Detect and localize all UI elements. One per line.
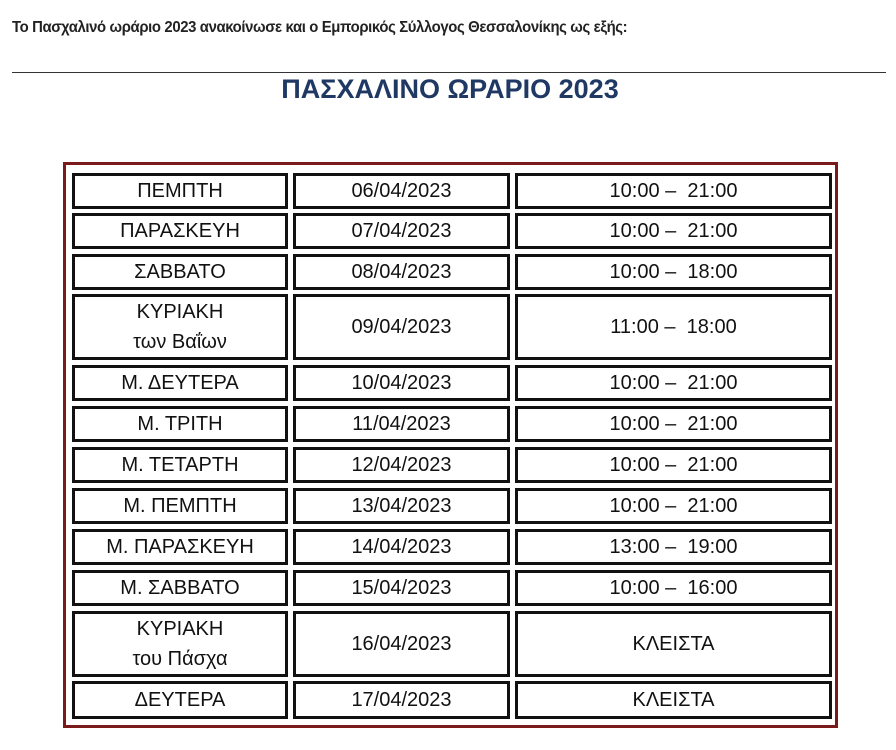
hours-cell (515, 681, 832, 719)
date-value: 11/04/2023 (352, 413, 451, 435)
day-label: Μ. ΠΑΡΑΣΚΕΥΗ (106, 536, 254, 558)
intro-text: Το Πασχαλινό ωράριο 2023 ανακοίνωσε και ο Εμπορικός Σύλλογος Θεσσαλονίκης ως εξής: (12, 19, 628, 36)
hours-value: 10:00 – 21:00 (609, 220, 738, 242)
date-value: 15/04/2023 (351, 577, 452, 599)
date-cell (293, 488, 510, 524)
day-cell (72, 488, 288, 524)
table-row (72, 447, 832, 483)
date-cell (293, 681, 510, 719)
hours-cell (515, 365, 832, 401)
date-cell (293, 365, 510, 401)
day-label: Μ. ΣΑΒΒΑΤΟ (120, 577, 240, 599)
day-label: ΣΑΒΒΑΤΟ (134, 261, 226, 283)
date-cell (293, 294, 510, 360)
hours-cell (515, 488, 832, 524)
day-label: Μ. ΔΕΥΤΕΡΑ (121, 372, 239, 394)
hours-value: 10:00 – 21:00 (609, 495, 738, 517)
day-cell (72, 173, 288, 209)
day-label: ΠΑΡΑΣΚΕΥΗ (120, 220, 240, 242)
day-cell (72, 681, 288, 719)
day-cell (72, 529, 288, 565)
hours-value: 10:00 – 18:00 (609, 261, 738, 283)
day-label: Μ. ΤΡΙΤΗ (137, 413, 223, 435)
hours-cell (515, 294, 832, 360)
table-row (72, 488, 832, 524)
table-row (72, 365, 832, 401)
date-cell (293, 406, 510, 442)
day-sublabel: του Πάσχα (132, 648, 228, 670)
day-sublabel: των Βαΐων (133, 331, 227, 353)
date-value: 06/04/2023 (351, 180, 452, 202)
hours-cell (515, 570, 832, 606)
hours-cell (515, 213, 832, 249)
hours-value: 10:00 – 21:00 (609, 454, 738, 476)
date-cell (293, 447, 510, 483)
date-value: 14/04/2023 (351, 536, 452, 558)
divider (12, 72, 886, 73)
day-label: Μ. ΤΕΤΑΡΤΗ (121, 454, 239, 476)
date-cell (293, 254, 510, 290)
hours-value: 13:00 – 19:00 (609, 536, 738, 558)
day-cell (72, 406, 288, 442)
day-label: Μ. ΠΕΜΠΤΗ (123, 495, 237, 517)
hours-value: ΚΛΕΙΣΤΑ (632, 633, 715, 655)
date-value: 12/04/2023 (351, 454, 452, 476)
day-cell (72, 365, 288, 401)
hours-cell (515, 447, 832, 483)
day-cell (72, 254, 288, 290)
table-row (72, 529, 832, 565)
date-cell (293, 213, 510, 249)
date-cell (293, 173, 510, 209)
hours-value: 10:00 – 16:00 (609, 577, 738, 599)
hours-value: 10:00 – 21:00 (609, 372, 738, 394)
table-row (72, 294, 832, 360)
date-value: 08/04/2023 (351, 261, 452, 283)
day-cell (72, 611, 288, 677)
date-value: 07/04/2023 (351, 220, 452, 242)
table-row (72, 254, 832, 290)
hours-cell (515, 406, 832, 442)
table-row (72, 406, 832, 442)
day-label: ΔΕΥΤΕΡΑ (134, 689, 226, 711)
date-value: 16/04/2023 (351, 633, 452, 655)
day-cell (72, 447, 288, 483)
hours-value: 11:00 – 18:00 (610, 316, 737, 338)
day-label: ΚΥΡΙΑΚΗ (136, 301, 224, 323)
day-cell (72, 294, 288, 360)
date-cell (293, 529, 510, 565)
schedule-table (63, 162, 838, 728)
day-cell (72, 213, 288, 249)
hours-value: 10:00 – 21:00 (609, 180, 738, 202)
date-value: 09/04/2023 (351, 316, 452, 338)
date-value: 10/04/2023 (351, 372, 452, 394)
day-label: ΚΥΡΙΑΚΗ (136, 618, 224, 640)
date-cell (293, 611, 510, 677)
date-value: 17/04/2023 (351, 689, 452, 711)
day-label: ΠΕΜΠΤΗ (137, 180, 223, 202)
table-row (72, 213, 832, 249)
table-row (72, 611, 832, 677)
hours-value: 10:00 – 21:00 (609, 413, 738, 435)
hours-value: ΚΛΕΙΣΤΑ (632, 689, 715, 711)
schedule-title: ΠΑΣΧΑΛΙΝΟ ΩΡΑΡΙΟ 2023 (281, 74, 619, 104)
date-value: 13/04/2023 (351, 495, 452, 517)
hours-cell (515, 254, 832, 290)
hours-cell (515, 173, 832, 209)
day-cell (72, 570, 288, 606)
date-cell (293, 570, 510, 606)
table-row (72, 570, 832, 606)
table-row (72, 681, 832, 719)
table-row (72, 173, 832, 209)
hours-cell (515, 611, 832, 677)
hours-cell (515, 529, 832, 565)
